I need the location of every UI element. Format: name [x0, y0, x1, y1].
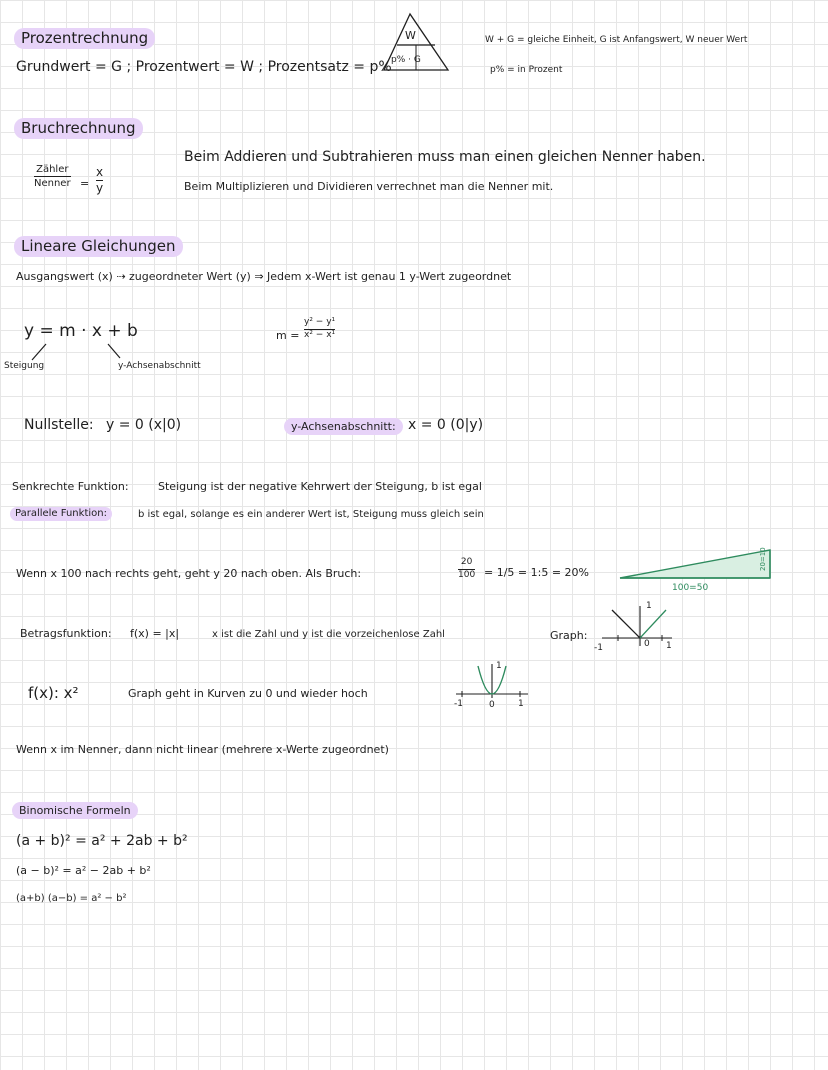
bruch-rule-1: Beim Addieren und Subtrahieren muss man einen gleichen Nenner haben.: [184, 149, 706, 165]
heading-lineare-gleichungen: Lineare Gleichungen: [14, 236, 183, 257]
fraction-y: y: [96, 181, 104, 196]
senkrecht-text: Steigung ist der negative Kehrwert der Steigung, b ist egal: [158, 480, 482, 493]
parallel-text: b ist egal, solange es ein anderer Wert ist, Steigung muss gleich sein: [138, 509, 484, 520]
slope-example-result: = 1/5 = 1:5 = 20%: [484, 566, 589, 579]
nenner-note: Wenn x im Nenner, dann nicht linear (mehrere x-Werte zugeordnet): [16, 743, 389, 756]
abs-axis-mid: 0: [644, 639, 650, 649]
zaehler-nenner-fraction: [34, 164, 71, 189]
betrag-formula: f(x) = |x|: [130, 627, 180, 640]
betrag-graph-label: Graph:: [550, 629, 588, 642]
slope-numerator: y² − y¹: [304, 317, 336, 327]
y-achsenabschnitt-label: y-Achsenabschnitt:: [284, 418, 403, 435]
abs-axis-left: -1: [594, 643, 603, 653]
heading-bruchrechnung: Bruchrechnung: [14, 118, 143, 139]
slope-example-text: Wenn x 100 nach rechts geht, geht y 20 nach oben. Als Bruch:: [16, 567, 362, 580]
heading-prozentrechnung: Prozentrechnung: [14, 28, 155, 49]
nullstelle-label: Nullstelle:: [24, 417, 94, 433]
slope-fraction: [304, 318, 335, 341]
label-steigung: Steigung: [4, 361, 45, 371]
linear-equation: y = m · x + b: [24, 321, 138, 341]
slope-triangle-base-label: 100=50: [672, 583, 709, 593]
quadrat-text: Graph geht in Kurven zu 0 und wieder hoch: [128, 687, 368, 700]
abs-axis-right: 1: [666, 641, 672, 651]
parabola-axis-mid: 0: [489, 700, 495, 710]
y-achsenabschnitt-equation: x = 0 (0|y): [408, 417, 484, 433]
abs-function-graph: [596, 601, 676, 654]
betrag-label: Betragsfunktion:: [20, 627, 112, 640]
fraction-denominator: Nenner: [34, 178, 71, 189]
slope-example-den: 100: [458, 569, 476, 580]
binom-formula-1: (a + b)² = a² + 2ab + b²: [16, 833, 188, 849]
fraction-x: x: [96, 165, 104, 179]
parabola-axis-left: -1: [454, 699, 463, 709]
slope-triangle-side-label: 20=10: [759, 547, 767, 571]
binom-formula-3: (a+b) (a−b) = a² − b²: [16, 893, 127, 904]
triangle-top-label: W: [405, 29, 416, 42]
slope-example-num: 20: [460, 557, 473, 567]
senkrecht-label: Senkrechte Funktion:: [12, 480, 129, 493]
prozent-formula: Grundwert = G ; Prozentwert = W ; Prozentsatz = p%: [16, 59, 392, 75]
linear-definition: Ausgangswert (x) ⇢ zugeordneter Wert (y) ⇒ Jedem x-Wert ist genau 1 y-Wert zugeordnet: [16, 270, 512, 283]
fraction-numerator: Zähler: [36, 164, 69, 175]
prozent-note-2: p% = in Prozent: [490, 65, 563, 75]
betrag-text: x ist die Zahl und y ist die vorzeichenlose Zahl: [212, 629, 445, 640]
abs-axis-top: 1: [646, 601, 652, 611]
prozent-note-1: W + G = gleiche Einheit, G ist Anfangswert, W neuer Wert: [485, 35, 748, 45]
xy-fraction: [96, 166, 103, 195]
parabola-axis-top: 1: [496, 661, 502, 671]
parallel-label: Parallele Funktion:: [10, 507, 112, 521]
slope-denominator: x² − x¹: [304, 329, 336, 340]
slope-label: m =: [276, 329, 300, 342]
label-y-achsenabschnitt: y-Achsenabschnitt: [118, 361, 201, 371]
nullstelle-equation: y = 0 (x|0): [106, 417, 182, 433]
heading-binomische-formeln: Binomische Formeln: [12, 802, 138, 819]
quadrat-formula: f(x): x²: [28, 684, 79, 702]
fraction-equals: =: [80, 177, 90, 190]
parabola-axis-right: 1: [518, 699, 524, 709]
triangle-bottom-label: p% · G: [391, 55, 421, 65]
binom-formula-2: (a − b)² = a² − 2ab + b²: [16, 864, 151, 877]
bruch-rule-2: Beim Multiplizieren und Dividieren verrechnet man die Nenner mit.: [184, 180, 554, 193]
slope-example-fraction: [458, 558, 475, 581]
slope-triangle-diagram: [618, 546, 778, 580]
